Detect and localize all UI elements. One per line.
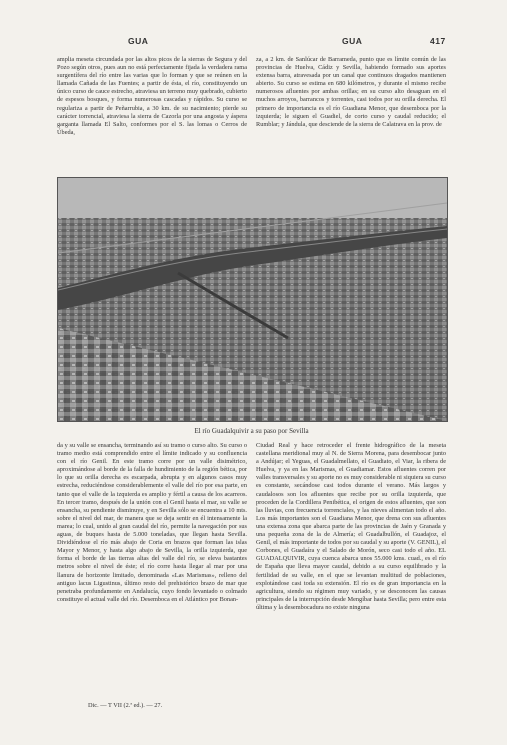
column-bottom-left (57, 442, 247, 697)
paragraph: za, a 2 km. de Sanlúcar de Barrameda, punto que es límite común de las provincias de Huelva, Cádiz y Sevilla, habiendo formado sus aportes extensa barra, atravesada por un canal que continuos dragados mantienen abierto. Su curso se estima en 680 kilómetros, y durante el mismo recibe numerosos afluentes por ambas orillas; en su curso alto desaguan en el muchos arroyos, barrancos y torrentes, casi todos por su orilla derecha. El primero de importancia es el río Guadiana Menor, que desemboca por la izquierda; le siguen el Guadiel, de corto curso y caudal reducido; el Rumblar; y Jándula, que desciende de la sierra de Calatrava en la prov. de (256, 56, 446, 128)
aerial-city-photo (57, 177, 448, 422)
footer-reference: Dic. — T VII (2.ª ed.). — 27. (88, 702, 163, 709)
column-top-left (57, 56, 247, 171)
page-number: 417 (430, 36, 446, 46)
paragraph: Ciudad Real y hace retroceder el frente hidrográfico de la meseta castellana meridional muy al N. de Sierra Morena, para desembocar junto a Andújar; el Yeguas, el Guadalmellato, el Guadiato, el Viar, la ribera de Huelva, y ya en las Marismas, el Guadiamar. Estos afluentes corren por valles transversales y su aporte no es muy considerable ni siquiera su curso es constante, secándose casi todos durante el verano. Más largos y caudalosos son los afluentes que recibe por su orilla izquierda, que proceden de la Cordillera Penibética, el origen de estos afluentes, que son las lluvias, con frecuencia torrenciales, y las nieves alimentan todo el año. Los más importantes son el Guadiana Menor, que drena con sus afluentes una extensa zona que abarca parte de las provincias de Jaén y Granada y una pequeña zona de la de Almería; el Guadalbullón, el Guadajoz, el Genil, el más importante de todos por su caudal y su aporte (V. GENIL), el Corbones, el Guadaíra y el Salado de Morón, seco casi todo el año. EL GUADALQUIVIR, cuya cuenca abarca unos 55.000 kms. cuad., es el río de España que lleva mayor caudal, debido a su curso equilibrado y la fertilidad de su valle, en el que se levantan multitud de poblaciones, explotándose casi toda su extensión. El río es de gran importancia en la agricultura, siendo su régimen muy variado, y se desconocen las causas principales de la interrupción desde Mengíbar hasta Sevilla; pero entre esta última y la desembocadura no existe ninguna (256, 442, 446, 611)
paragraph: amplia meseta circundada por las altos picos de la sierras de Segura y del Pozo según otros, pues aun no está perfectamente fijada la verdadera rama surgentífera del río entre las varias que lo forman y que se reúnen en la llamada Cañada de las Fuentes; a partir de ésta, el río, constituyendo un único curso de cauce estrecho, atraviesa un terreno muy quebrado, cubierto de espesos bosques, y forma numerosas cascadas y rápidos. Su curso se regulariza a partir de Peñarrubia, a 30 km. de su nacimiento; pierde su carácter torrencial, atraviesa la sierra de Cazorla por una angosta y áspera garganta llamada El Salto, conformes por el S. las lomas o Cerros de Úbeda, (57, 56, 247, 136)
photo-caption: El río Guadalquivir a su paso por Sevilla (194, 427, 309, 435)
paragraph: da y su valle se ensancha, terminando así su tramo o curso alto. Su curso o tramo medio está comprendido entre el límite indicado y su confluencia con el río Genil. En este tramo corre por un valle disimétrico, aproximándose al borde de la falla de hundimiento de la región bética, por lo que su orilla derecha es escarpada, abrupta y en algunos casos muy estrecha, reduciéndose considerablemente el valle del río por esa parte, en tanto que el valle de la izquierda es amplio y fértil a causa de los acarreos. En tercer tramo, después de la unión con el Genil hasta el mar, su valle se ensancha, su pendiente disminuye, y en Sevilla sólo se encuentra a 10 mts. sobre el nivel del mar, de manera que se deja sentir en él intensamente la marea; lo cual, unido al gran caudal del río, permite la navegación por sus aguas, de buques hasta de 5.000 toneladas, que llegan hasta Sevilla. Dividiéndose el río más abajo de Coria en brazos que forman las islas Mayor y Menor, y hasta algo abajo de Sevilla, la orilla izquierda, que forma el borde de las tierras altas del valle del río, se eleva bastantes metros sobre el nivel de éste; el río corre hasta llegar al mar por una llanura de horizonte limitado, denominada «Las Marismas», relleno del antiguo lacus Ligustinus, último resto del prehistórico brazo de mar que penetraba profundamente en Andalucía, cuyo fondo levantado o colmado constituye el actual valle del río. Desemboca en el Atlántico por Bonan- (57, 442, 247, 603)
column-top-right (256, 56, 446, 171)
running-header-left: GUA (128, 36, 149, 46)
running-header-right: GUA (342, 36, 363, 46)
column-bottom-right (256, 442, 446, 732)
aerial-photo-image (58, 178, 447, 421)
